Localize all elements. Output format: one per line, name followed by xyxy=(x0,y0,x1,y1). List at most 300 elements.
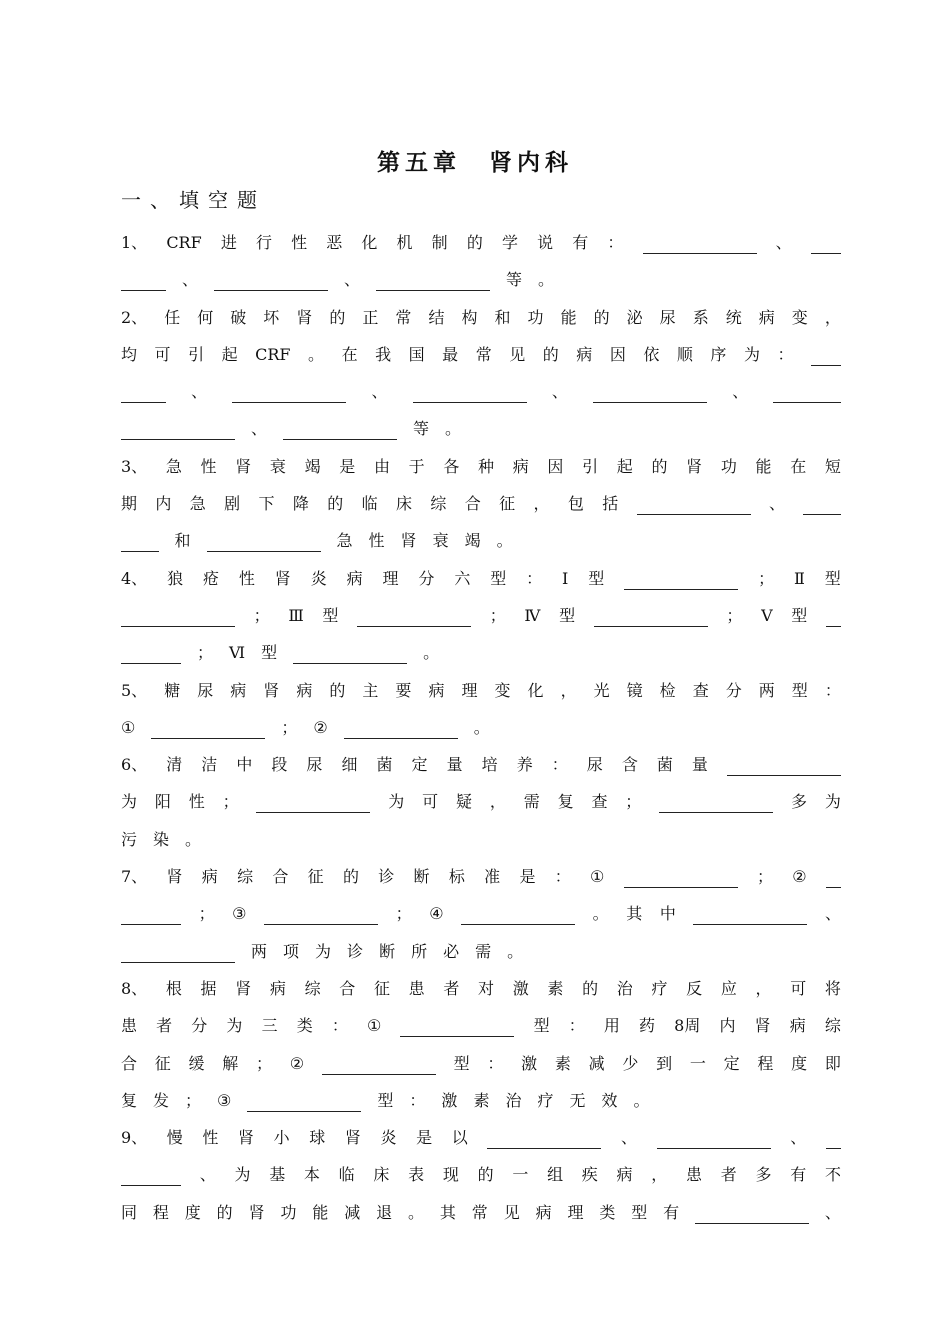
text-token: Ⅰ xyxy=(562,569,569,588)
answer-blank[interactable] xyxy=(657,1131,771,1149)
text-token: 8、 xyxy=(121,979,148,998)
text-token: 可 xyxy=(422,792,439,811)
text-token: 疾 xyxy=(581,1165,598,1184)
text-token: 量 xyxy=(691,755,708,774)
text-token: ： xyxy=(554,867,571,886)
text-line xyxy=(121,674,841,702)
text-token: 、 xyxy=(551,382,568,401)
text-token: 一 xyxy=(689,1054,706,1073)
text-token: 5、 xyxy=(121,681,148,700)
text-token: 功 xyxy=(280,1203,297,1222)
text-token: 其 xyxy=(626,904,643,923)
text-token: 所 xyxy=(411,942,428,961)
text-token: 型 xyxy=(533,1016,550,1035)
text-token: 我 xyxy=(375,345,392,364)
text-token: ， xyxy=(533,494,550,513)
answer-blank[interactable] xyxy=(121,385,166,403)
text-token: 引 xyxy=(188,345,205,364)
text-token: 性 xyxy=(200,457,217,476)
text-token: 素 xyxy=(547,979,564,998)
text-token: 的 xyxy=(327,494,344,513)
section-heading: 一、填空题 xyxy=(121,188,266,212)
text-token: 含 xyxy=(621,755,638,774)
text-token: 1、 xyxy=(121,233,148,252)
text-line xyxy=(121,1084,841,1112)
text-line xyxy=(121,1196,841,1224)
text-token: 发 xyxy=(153,1091,170,1110)
text-token: 肾 xyxy=(686,457,703,476)
text-token: ① xyxy=(366,1016,382,1035)
text-token: 衰 xyxy=(432,531,449,550)
text-token: 内 xyxy=(155,494,172,513)
text-token: 、 xyxy=(824,1203,841,1222)
text-token: 依 xyxy=(643,345,660,364)
text-token: 细 xyxy=(341,755,358,774)
text-line xyxy=(121,263,841,291)
answer-blank[interactable] xyxy=(826,609,841,627)
text-token: 的 xyxy=(593,308,610,327)
answer-blank[interactable] xyxy=(624,572,738,590)
text-token: ； xyxy=(253,606,270,625)
answer-blank[interactable] xyxy=(322,1057,436,1075)
text-token: 。 xyxy=(633,1091,650,1110)
answer-blank[interactable] xyxy=(121,273,166,291)
text-token: 型 xyxy=(261,643,278,662)
answer-blank[interactable] xyxy=(826,870,841,888)
text-token: 用 xyxy=(603,1016,620,1035)
answer-blank[interactable] xyxy=(826,1131,841,1149)
text-token: ： xyxy=(487,1054,504,1073)
text-token: 合 xyxy=(339,979,356,998)
text-token: 、 xyxy=(621,1128,638,1147)
text-line xyxy=(121,338,841,366)
text-token: ， xyxy=(489,792,506,811)
text-token: 要 xyxy=(395,681,412,700)
text-token: 破 xyxy=(230,308,247,327)
text-token: 临 xyxy=(338,1165,355,1184)
text-token: 一 xyxy=(512,1165,529,1184)
text-token: ， xyxy=(651,1165,668,1184)
text-token: 慢 xyxy=(166,1128,183,1147)
text-token: 理 xyxy=(461,681,478,700)
text-token: 球 xyxy=(309,1128,326,1147)
text-token: ； xyxy=(756,867,773,886)
text-token: ： xyxy=(409,1091,426,1110)
answer-blank[interactable] xyxy=(643,236,757,254)
text-token: 型 xyxy=(377,1091,394,1110)
text-token: 。 xyxy=(445,419,462,438)
text-token: 解 xyxy=(222,1054,239,1073)
text-token: ； xyxy=(395,904,412,923)
text-token: 的 xyxy=(582,979,599,998)
text-token: 在 xyxy=(790,457,807,476)
text-token: 镜 xyxy=(626,681,643,700)
text-token: 疮 xyxy=(202,569,219,588)
answer-blank[interactable] xyxy=(803,497,841,515)
text-line xyxy=(121,711,841,739)
text-line xyxy=(121,412,841,440)
answer-blank[interactable] xyxy=(811,236,841,254)
text-token: Ⅳ xyxy=(524,606,541,625)
answer-blank[interactable] xyxy=(344,721,458,739)
text-token: 定 xyxy=(723,1054,740,1073)
text-token: 疑 xyxy=(456,792,473,811)
answer-blank[interactable] xyxy=(773,385,841,403)
text-token: ； xyxy=(489,606,506,625)
text-token: 期 xyxy=(121,494,138,513)
text-token: 等 xyxy=(506,270,523,289)
text-token: 竭 xyxy=(464,531,481,550)
text-token: 有 xyxy=(572,233,589,252)
answer-blank[interactable] xyxy=(659,795,773,813)
text-token: 根 xyxy=(165,979,182,998)
text-token: 结 xyxy=(428,308,445,327)
text-token: 。 xyxy=(408,1203,425,1222)
answer-blank[interactable] xyxy=(461,907,575,925)
text-token: ② xyxy=(289,1054,305,1073)
text-token: 的 xyxy=(466,233,483,252)
answer-blank[interactable] xyxy=(232,385,346,403)
text-token: 、 xyxy=(199,1165,216,1184)
text-token: 以 xyxy=(451,1128,468,1147)
text-token: 诊 xyxy=(347,942,364,961)
text-token: ： xyxy=(551,755,568,774)
text-token: 度 xyxy=(791,1054,808,1073)
text-token: 引 xyxy=(582,457,599,476)
text-token: 。 xyxy=(308,345,325,364)
answer-blank[interactable] xyxy=(121,609,235,627)
text-token: 综 xyxy=(824,1016,841,1035)
text-token: 有 xyxy=(790,1165,807,1184)
text-token: 起 xyxy=(221,345,238,364)
text-token: 综 xyxy=(430,494,447,513)
text-token: 化 xyxy=(527,681,544,700)
answer-blank[interactable] xyxy=(121,907,181,925)
text-token: 需 xyxy=(523,792,540,811)
text-token: 构 xyxy=(461,308,478,327)
text-token: 反 xyxy=(686,979,703,998)
text-token: 退 xyxy=(376,1203,393,1222)
text-token: 剧 xyxy=(224,494,241,513)
text-token: 、 xyxy=(824,904,841,923)
answer-blank[interactable] xyxy=(727,758,841,776)
answer-blank[interactable] xyxy=(121,945,235,963)
text-token: 在 xyxy=(341,345,358,364)
text-token: 据 xyxy=(200,979,217,998)
text-token: ； xyxy=(758,569,775,588)
text-token: 任 xyxy=(164,308,181,327)
text-token: 光 xyxy=(593,681,610,700)
answer-blank[interactable] xyxy=(376,273,490,291)
answer-blank[interactable] xyxy=(247,1094,361,1112)
answer-blank[interactable] xyxy=(121,422,235,440)
text-token: 肾 xyxy=(166,867,183,886)
text-token: 。 xyxy=(473,718,490,737)
text-token: 理 xyxy=(382,569,399,588)
text-token: 括 xyxy=(602,494,619,513)
answer-blank[interactable] xyxy=(151,721,265,739)
text-token: 7、 xyxy=(121,867,148,886)
text-token: 临 xyxy=(361,494,378,513)
text-token: 为 xyxy=(743,345,760,364)
text-token: 段 xyxy=(271,755,288,774)
text-token: 菌 xyxy=(376,755,393,774)
text-token: 两 xyxy=(758,681,775,700)
text-token: 激 xyxy=(512,979,529,998)
text-token: 六 xyxy=(454,569,471,588)
text-token: 组 xyxy=(547,1165,564,1184)
text-token: 和 xyxy=(174,531,191,550)
text-token: 素 xyxy=(473,1091,490,1110)
text-token: 激 xyxy=(441,1091,458,1110)
text-line xyxy=(121,226,841,254)
answer-blank[interactable] xyxy=(121,646,181,664)
text-token: 综 xyxy=(304,979,321,998)
text-token: 统 xyxy=(725,308,742,327)
text-token: 肾 xyxy=(274,569,291,588)
text-token: 无 xyxy=(569,1091,586,1110)
text-token: 最 xyxy=(442,345,459,364)
text-token: ； xyxy=(256,1054,273,1073)
text-token: 有 xyxy=(663,1203,680,1222)
text-token: ③ xyxy=(217,1091,232,1110)
text-token: ； xyxy=(726,606,743,625)
text-token: 理 xyxy=(567,1203,584,1222)
text-token: 病 xyxy=(230,681,247,700)
text-token: 进 xyxy=(220,233,237,252)
text-token: 的 xyxy=(342,867,359,886)
answer-blank[interactable] xyxy=(256,795,370,813)
text-token: 因 xyxy=(547,457,564,476)
text-token: 型 xyxy=(453,1054,470,1073)
text-token: ： xyxy=(331,1016,348,1035)
text-token: 学 xyxy=(501,233,518,252)
text-token: 。 xyxy=(496,531,513,550)
text-token: 需 xyxy=(475,942,492,961)
text-token: 肾 xyxy=(238,1128,255,1147)
text-token: 尿 xyxy=(586,755,603,774)
text-token: 到 xyxy=(656,1054,673,1073)
text-token: ② xyxy=(792,867,807,886)
text-token: 病 xyxy=(535,1203,552,1222)
answer-blank[interactable] xyxy=(400,1019,514,1037)
text-token: 两 xyxy=(251,942,268,961)
text-token: 尿 xyxy=(197,681,214,700)
text-token: 肾 xyxy=(235,457,252,476)
text-token: 即 xyxy=(824,1054,841,1073)
text-token: 类 xyxy=(296,1016,313,1035)
text-token: 菌 xyxy=(656,755,673,774)
text-line xyxy=(121,524,841,552)
text-token: 度 xyxy=(184,1203,201,1222)
text-token: 养 xyxy=(516,755,533,774)
answer-blank[interactable] xyxy=(121,534,159,552)
answer-blank[interactable] xyxy=(283,422,397,440)
text-token: 者 xyxy=(720,1165,737,1184)
text-token: 性 xyxy=(202,1128,219,1147)
text-token: 降 xyxy=(292,494,309,513)
text-token: 糖 xyxy=(164,681,181,700)
text-token: 合 xyxy=(272,867,289,886)
answer-blank[interactable] xyxy=(214,273,328,291)
text-token: 常 xyxy=(471,1203,488,1222)
text-token: 型 xyxy=(322,606,339,625)
text-token: 、 xyxy=(768,494,785,513)
text-token: 的 xyxy=(329,681,346,700)
text-token: 恶 xyxy=(326,233,343,252)
text-token: 。 xyxy=(507,942,524,961)
text-token: 为 xyxy=(824,792,841,811)
text-token: 功 xyxy=(720,457,737,476)
text-token: 少 xyxy=(622,1054,639,1073)
text-token: 分 xyxy=(191,1016,208,1035)
text-token: 可 xyxy=(790,979,807,998)
text-token: 性 xyxy=(238,569,255,588)
text-token: 能 xyxy=(560,308,577,327)
text-token: 主 xyxy=(362,681,379,700)
text-line xyxy=(121,487,841,515)
text-token: 型 xyxy=(791,681,808,700)
text-line xyxy=(121,935,841,963)
text-token: 不 xyxy=(824,1165,841,1184)
text-token: 系 xyxy=(692,308,709,327)
text-token: 因 xyxy=(609,345,626,364)
text-token: 肾 xyxy=(296,308,313,327)
text-token: ； xyxy=(197,643,214,662)
text-token: Ⅲ xyxy=(288,606,304,625)
text-token: 短 xyxy=(824,457,841,476)
text-token: 减 xyxy=(588,1054,605,1073)
text-token: 竭 xyxy=(304,457,321,476)
answer-blank[interactable] xyxy=(487,1131,601,1149)
text-token: 检 xyxy=(659,681,676,700)
text-token: 断 xyxy=(379,942,396,961)
text-token: ； xyxy=(281,718,298,737)
text-token: 缓 xyxy=(188,1054,205,1073)
text-token: 标 xyxy=(448,867,465,886)
text-token: 将 xyxy=(824,979,841,998)
text-token: 坏 xyxy=(263,308,280,327)
text-token: 型 xyxy=(559,606,576,625)
text-token: 、 xyxy=(182,270,199,289)
text-token: 常 xyxy=(475,345,492,364)
text-token: 病 xyxy=(512,457,529,476)
text-token: 病 xyxy=(346,569,363,588)
text-token: 炎 xyxy=(380,1128,397,1147)
answer-blank[interactable] xyxy=(413,385,527,403)
answer-blank[interactable] xyxy=(637,497,751,515)
text-token: 肾 xyxy=(263,681,280,700)
text-token: 病 xyxy=(269,979,286,998)
text-token: 多 xyxy=(791,792,808,811)
answer-blank[interactable] xyxy=(593,385,707,403)
text-token: 6、 xyxy=(121,755,148,774)
text-token: 由 xyxy=(373,457,390,476)
text-token: 。 xyxy=(592,904,609,923)
text-token: ； xyxy=(185,1091,202,1110)
answer-blank[interactable] xyxy=(594,609,708,627)
text-line xyxy=(121,450,841,478)
text-line xyxy=(121,1009,841,1037)
text-token: 。 xyxy=(185,830,202,849)
text-token: 合 xyxy=(121,1054,138,1073)
text-token: 9、 xyxy=(121,1128,148,1147)
text-token: 合 xyxy=(464,494,481,513)
text-token: 的 xyxy=(329,308,346,327)
text-token: 征 xyxy=(307,867,324,886)
answer-blank[interactable] xyxy=(693,907,807,925)
text-token: ， xyxy=(560,681,577,700)
text-token: 病 xyxy=(428,681,445,700)
text-token: 本 xyxy=(303,1165,320,1184)
answer-blank[interactable] xyxy=(811,348,841,366)
text-token: 下 xyxy=(258,494,275,513)
text-token: 必 xyxy=(443,942,460,961)
text-token: 对 xyxy=(478,979,495,998)
text-token: 型 xyxy=(490,569,507,588)
text-token: 征 xyxy=(499,494,516,513)
text-token: 素 xyxy=(554,1054,571,1073)
text-token: 狼 xyxy=(167,569,184,588)
text-token: 疗 xyxy=(651,979,668,998)
text-token: 为 xyxy=(315,942,332,961)
text-line xyxy=(121,636,841,664)
answer-blank[interactable] xyxy=(624,870,738,888)
text-token: 量 xyxy=(446,755,463,774)
text-token: 同 xyxy=(121,1203,138,1222)
text-token: 急 xyxy=(189,494,206,513)
text-token: 清 xyxy=(166,755,183,774)
text-token: 现 xyxy=(442,1165,459,1184)
answer-blank[interactable] xyxy=(264,907,378,925)
answer-blank[interactable] xyxy=(357,609,471,627)
text-token: 常 xyxy=(395,308,412,327)
text-token: Ⅴ xyxy=(761,606,773,625)
answer-blank[interactable] xyxy=(293,646,407,664)
text-token: ： xyxy=(568,1016,585,1035)
text-token: 应 xyxy=(720,979,737,998)
text-token: 三 xyxy=(261,1016,278,1035)
text-token: 类 xyxy=(599,1203,616,1222)
text-token: 疗 xyxy=(537,1091,554,1110)
text-token: ； xyxy=(222,792,239,811)
text-token: 治 xyxy=(505,1091,522,1110)
text-token: Ⅱ xyxy=(793,569,805,588)
text-token: 化 xyxy=(361,233,378,252)
text-token: Ⅵ xyxy=(229,643,246,662)
text-token: 、 xyxy=(790,1128,807,1147)
text-token: 病 xyxy=(758,308,775,327)
text-token: CRF xyxy=(166,233,202,252)
text-token: 、 xyxy=(732,382,749,401)
text-token: 。 xyxy=(423,643,440,662)
answer-blank[interactable] xyxy=(695,1206,809,1224)
text-token: 病 xyxy=(201,867,218,886)
text-token: 分 xyxy=(725,681,742,700)
text-token: 程 xyxy=(152,1203,169,1222)
text-token: 复 xyxy=(121,1091,138,1110)
text-token: 项 xyxy=(283,942,300,961)
answer-blank[interactable] xyxy=(207,534,321,552)
text-line xyxy=(121,599,841,627)
text-token: 见 xyxy=(503,1203,520,1222)
text-token: 何 xyxy=(197,308,214,327)
text-token: 为 xyxy=(234,1165,251,1184)
answer-blank[interactable] xyxy=(121,1168,181,1186)
text-token: 病 xyxy=(296,681,313,700)
text-line xyxy=(121,823,841,851)
text-token: 综 xyxy=(237,867,254,886)
